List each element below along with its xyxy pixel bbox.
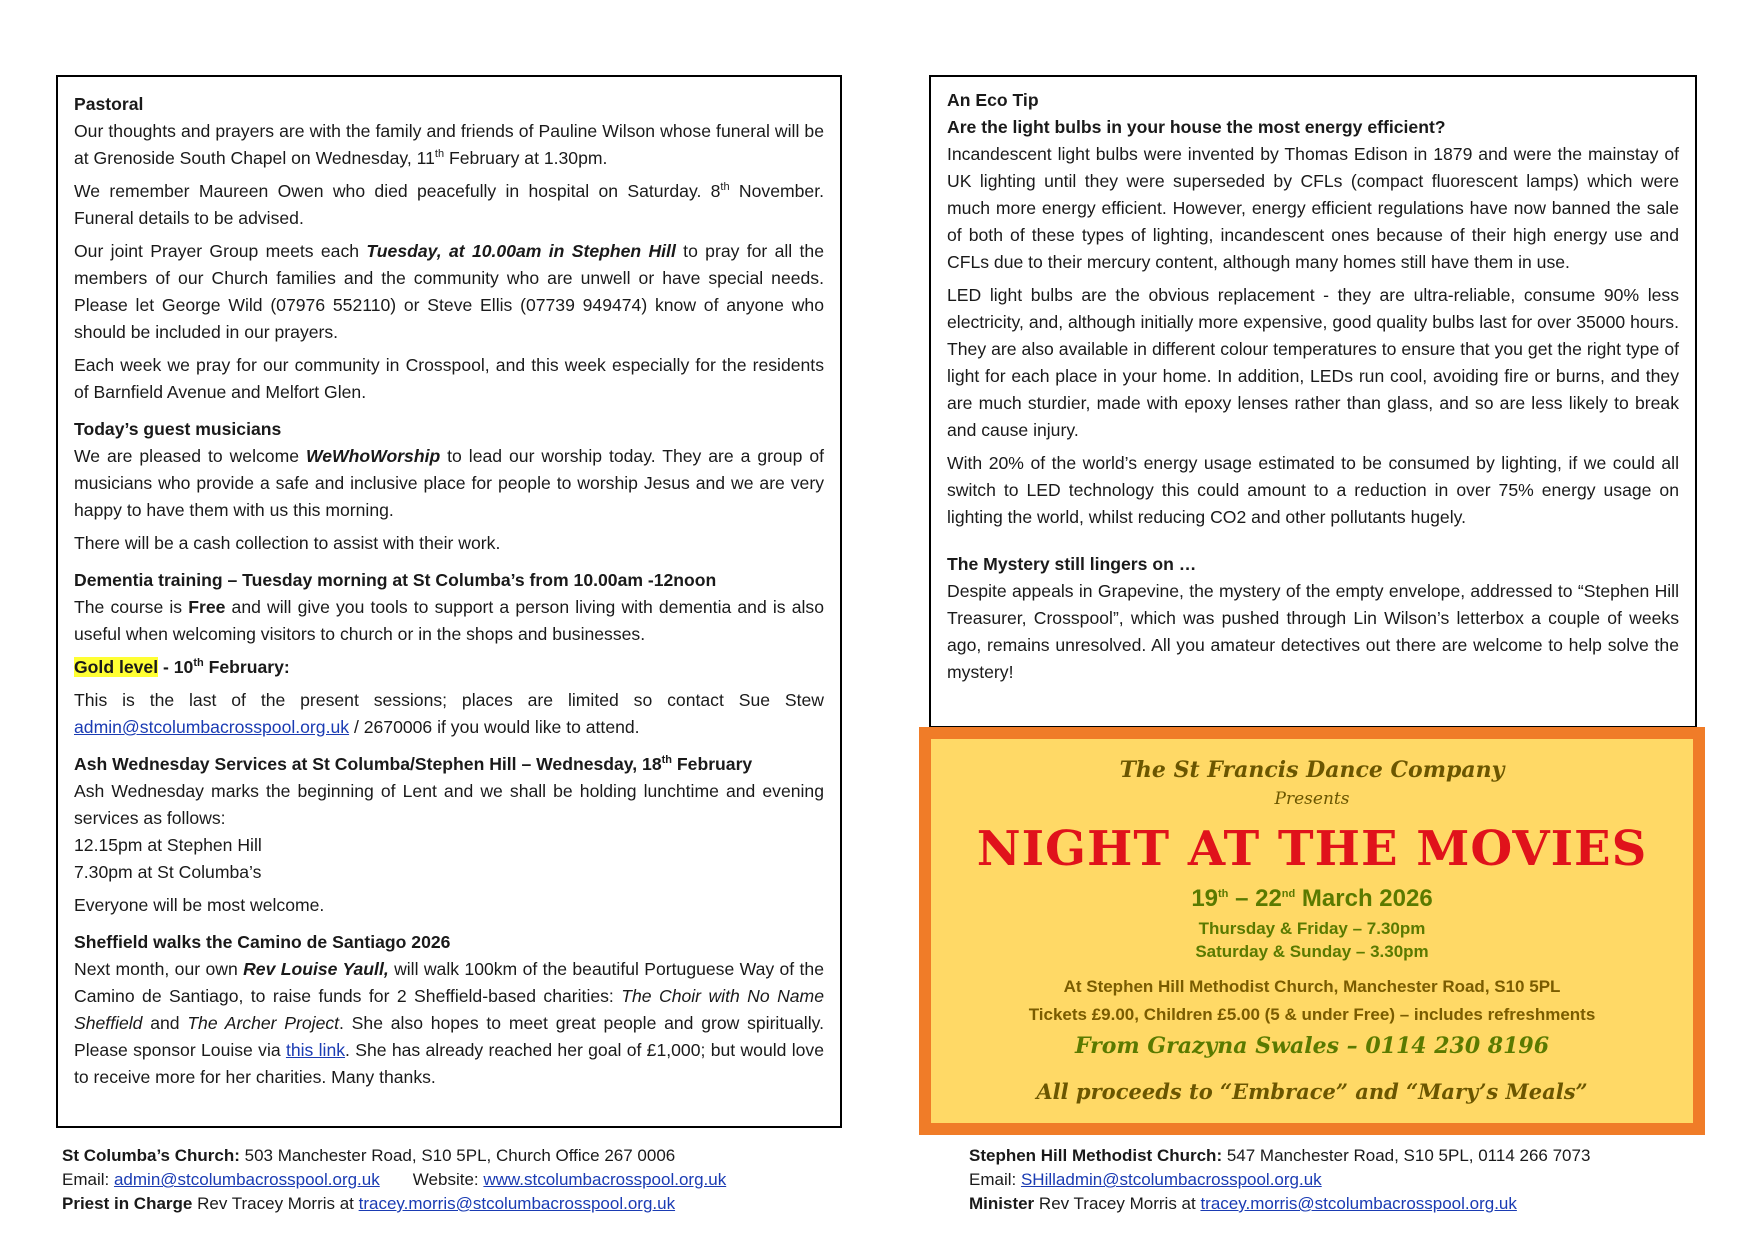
eco-tip-paragraph: With 20% of the world’s energy usage estimated to be consumed by lighting, if we could all switch to LED technology this could amount to a reduction in over 75% energy usage on lighting the world, whilst reducing CO2 and other pollutants hugely. bbox=[947, 453, 1679, 527]
poster-presents: Presents bbox=[1274, 789, 1350, 809]
highlight: Gold level bbox=[74, 657, 159, 677]
ash-wednesday-intro: Ash Wednesday marks the beginning of Lent and we shall be holding lunchtime and evening services as follows: bbox=[74, 781, 824, 828]
label: Priest in Charge bbox=[62, 1194, 193, 1213]
text: . She also hopes to meet great people and grow spiritually. Please sponsor Louise via bbox=[74, 1013, 824, 1060]
dementia-gold-level-line bbox=[74, 654, 824, 681]
text: will walk 100km of the beautiful Portuguese Way of the Camino de Santiago, to raise funds for 2 Sheffield-based charities: bbox=[74, 959, 824, 1006]
musicians-welcome-paragraph bbox=[74, 443, 824, 524]
ash-wednesday-section bbox=[74, 751, 824, 919]
text: Rev Tracey Morris at bbox=[1034, 1194, 1201, 1213]
text: November. Funeral details to be advised. bbox=[74, 181, 824, 228]
text: We are pleased to welcome bbox=[74, 446, 306, 466]
text: . She has already reached her goal of £1,000; but would love to receive more for her charities. Many thanks. bbox=[74, 1040, 825, 1087]
musicians-heading: Today’s guest musicians bbox=[74, 419, 282, 439]
musicians-section bbox=[74, 416, 824, 557]
text: to lead our worship today. They are a group of musicians who provide a safe and inclusive place for people to worship Jesus and we are very happy to have them with us this morning. bbox=[74, 446, 825, 520]
footer-church-line bbox=[62, 1144, 726, 1168]
pastoral-remember-paragraph bbox=[74, 178, 824, 232]
text: Our joint Prayer Group meets each bbox=[74, 241, 367, 261]
text: Rev Tracey Morris at bbox=[192, 1194, 359, 1213]
text: March 2026 bbox=[1295, 885, 1433, 912]
st-columba-footer bbox=[62, 1144, 726, 1216]
footer-minister-email-link[interactable]: tracey.morris@stcolumbacrosspool.org.uk bbox=[1200, 1194, 1517, 1213]
poster-company: The St Francis Dance Company bbox=[1119, 757, 1505, 783]
eco-tip-paragraph: Incandescent light bulbs were invented by Thomas Edison in 1879 and were the mainstay of UK lighting until they were superseded by CFLs (compact fluorescent lamps) which were much more energy efficient. However, energy efficient regulations have now banned the sale of both of these types of lighting, incandescent ones because of their high energy use and CFLs due to their mercury content, although many homes still have them in use. bbox=[947, 144, 1679, 272]
stephen-hill-footer bbox=[969, 1144, 1590, 1216]
poster-proceeds: All proceeds to “Embrace” and “Mary’s Meals” bbox=[1036, 1079, 1588, 1104]
pastoral-community-paragraph: Each week we pray for our community in Crosspool, and this week especially for the residents of Barnfield Avenue and Melfort Glen. bbox=[74, 355, 824, 402]
text: and bbox=[142, 1013, 188, 1033]
footer-priest-line bbox=[62, 1192, 726, 1216]
camino-heading: Sheffield walks the Camino de Santiago 2026 bbox=[74, 932, 451, 952]
pastoral-funeral-paragraph bbox=[74, 118, 824, 172]
left-news-panel bbox=[56, 75, 842, 1128]
label: Minister bbox=[969, 1194, 1035, 1213]
pastoral-heading: Pastoral bbox=[74, 94, 144, 114]
text: Ash Wednesday Services at St Columba/Stephen Hill – Wednesday, 18 bbox=[74, 754, 662, 774]
emphasis: Rev Louise Yaull, bbox=[243, 959, 389, 979]
text: The course is bbox=[74, 597, 189, 617]
poster-times: Thursday & Friday – 7.30pm bbox=[1198, 919, 1426, 938]
footer-email-line bbox=[969, 1168, 1590, 1192]
italic: The Archer Project bbox=[187, 1013, 340, 1033]
emphasis: Tuesday, at 10.00am in Stephen Hill bbox=[366, 241, 676, 261]
italic: The Choir with No Name Sheffield bbox=[74, 986, 824, 1033]
text: February bbox=[672, 754, 753, 774]
dementia-heading: Dementia training – Tuesday morning at St Columba’s from 10.00am -12noon bbox=[74, 570, 717, 590]
text: This is the last of the present sessions; places are limited so contact Sue Stew bbox=[74, 690, 824, 710]
emphasis: WeWhoWorship bbox=[305, 446, 441, 466]
pastoral-section bbox=[74, 91, 824, 406]
camino-paragraph bbox=[74, 956, 824, 1091]
pastoral-prayer-group-paragraph bbox=[74, 238, 824, 346]
text: – 22 bbox=[1228, 885, 1282, 912]
label: St Columba’s Church: bbox=[62, 1146, 240, 1165]
text: 547 Manchester Road, S10 5PL, 0114 266 7073 bbox=[1222, 1146, 1591, 1165]
sponsor-link[interactable]: this link bbox=[285, 1040, 346, 1060]
text: and will give you tools to support a person living with dementia and is also useful when welcoming visitors to church or in the shops and businesses. bbox=[74, 597, 824, 644]
text: to pray for all the members of our Church families and the community who are unwell or have special needs. Please let George Wild (07976 552110) or Steve Ellis (07739 949474) know of anyone who should be included in our prayers. bbox=[74, 241, 824, 342]
text: 503 Manchester Road, S10 5PL, Church Office 267 0006 bbox=[239, 1146, 676, 1165]
footer-website-link[interactable]: www.stcolumbacrosspool.org.uk bbox=[483, 1170, 727, 1189]
eco-tip-section bbox=[947, 87, 1679, 531]
footer-priest-email-link[interactable]: tracey.morris@stcolumbacrosspool.org.uk bbox=[358, 1194, 676, 1213]
poster-venue: At Stephen Hill Methodist Church, Manchester Road, S10 5PL bbox=[1063, 977, 1561, 996]
text: Next month, our own bbox=[74, 959, 244, 979]
mystery-heading: The Mystery still lingers on … bbox=[947, 554, 1197, 574]
ash-welcome-line: Everyone will be most welcome. bbox=[74, 895, 325, 915]
eco-tip-subheading: Are the light bulbs in your house the most energy efficient? bbox=[947, 117, 1446, 137]
dementia-email-link[interactable]: admin@stcolumbacrosspool.org.uk bbox=[74, 717, 350, 737]
text: February: bbox=[203, 657, 290, 677]
sup: th bbox=[193, 657, 204, 670]
spacer bbox=[947, 537, 1679, 551]
sup: nd bbox=[1281, 888, 1296, 900]
dementia-section bbox=[74, 567, 824, 741]
label: Website: bbox=[379, 1170, 484, 1189]
mystery-paragraph: Despite appeals in Grapevine, the mystery of the empty envelope, addressed to “Stephen Hill Treasurer, Crosspool”, which was pushed through Lin Wilson’s letterbox a couple of weeks ago, remains unresolved. All you amateur detectives out there are welcome to help solve the mystery! bbox=[947, 581, 1679, 682]
label: Stephen Hill Methodist Church: bbox=[969, 1146, 1223, 1165]
mystery-section bbox=[947, 551, 1679, 686]
text: - 10 bbox=[158, 657, 194, 677]
ash-service-line: 12.15pm at Stephen Hill bbox=[74, 835, 262, 855]
text: 19 bbox=[1191, 885, 1219, 912]
dementia-contact-paragraph bbox=[74, 687, 824, 741]
text: We remember Maureen Owen who died peacefully in hospital on Saturday. 8 bbox=[74, 181, 721, 201]
text: Our thoughts and prayers are with the family and friends of Pauline Wilson whose funeral will be at Grenoside South Chapel on Wednesday, 11 bbox=[74, 121, 824, 168]
dementia-course-paragraph bbox=[74, 594, 824, 648]
right-news-panel bbox=[929, 75, 1697, 728]
poster-contact: From Grazyna Swales – 0114 230 8196 bbox=[1074, 1033, 1550, 1059]
poster-dates bbox=[931, 885, 1693, 913]
sup: th bbox=[661, 754, 673, 767]
eco-tip-paragraph: LED light bulbs are the obvious replacement - they are ultra-reliable, consume 90% less electricity, and, although initially more expensive, good quality bulbs last for over 35000 hours. They are also available in different colour temperatures to ensure that you get the right type of light for each place in your home. In addition, LEDs run cool, avoiding fire or burns, and they are much sturdier, made with epoxy lenses rather than glass, and so are less likely to break and cause injury. bbox=[947, 285, 1679, 440]
label: Email: bbox=[62, 1170, 114, 1189]
poster-times: Saturday & Sunday – 3.30pm bbox=[1195, 942, 1429, 961]
sup: th bbox=[434, 148, 445, 161]
ash-service-line: 7.30pm at St Columba’s bbox=[74, 862, 262, 882]
emphasis: Free bbox=[188, 597, 226, 617]
poster-title: NIGHT AT THE MOVIES bbox=[976, 821, 1648, 877]
footer-email-link[interactable]: SHilladmin@stcolumbacrosspool.org.uk bbox=[1020, 1170, 1322, 1189]
text: February at 1.30pm. bbox=[444, 148, 608, 168]
footer-minister-line bbox=[969, 1192, 1590, 1216]
eco-tip-heading: An Eco Tip bbox=[947, 90, 1039, 110]
sup: th bbox=[720, 181, 730, 194]
ash-wednesday-heading bbox=[74, 751, 824, 778]
label: Email: bbox=[969, 1170, 1021, 1189]
text: / 2670006 if you would like to attend. bbox=[349, 717, 640, 737]
footer-email-link[interactable]: admin@stcolumbacrosspool.org.uk bbox=[113, 1170, 380, 1189]
sup: th bbox=[1218, 888, 1229, 900]
event-poster bbox=[919, 727, 1705, 1135]
footer-church-line bbox=[969, 1144, 1590, 1168]
camino-section bbox=[74, 929, 824, 1091]
poster-tickets: Tickets £9.00, Children £5.00 (5 & under Free) – includes refreshments bbox=[1028, 1005, 1596, 1024]
musicians-collection-paragraph: There will be a cash collection to assist with their work. bbox=[74, 533, 501, 553]
footer-email-line bbox=[62, 1168, 726, 1192]
